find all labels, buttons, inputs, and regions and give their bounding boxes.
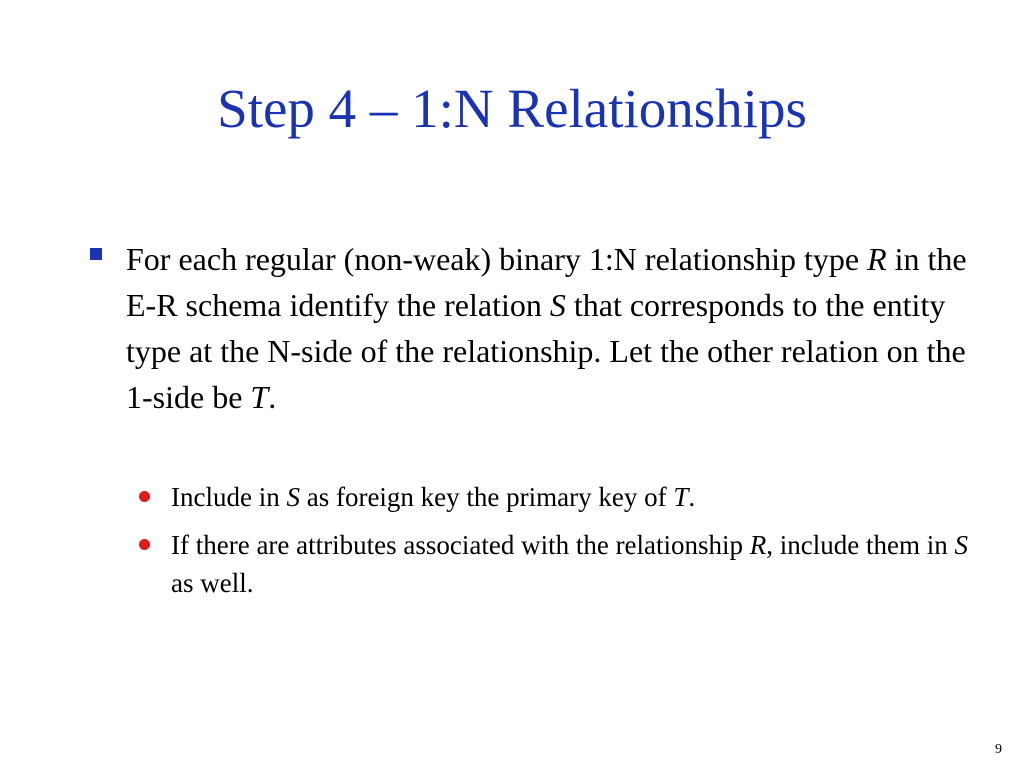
sub-bullet-text [171, 526, 979, 602]
var-s: S [549, 287, 566, 323]
var-s: S [286, 482, 300, 512]
square-bullet-icon [90, 248, 102, 260]
sub-bullet-seg3: as well. [171, 568, 254, 598]
sub-bullet-seg1: Include in [171, 482, 287, 512]
var-r: R [749, 530, 767, 560]
sub-bullet-item [139, 478, 979, 516]
main-bullet-seg2: in the E-R schema identify the relation [126, 241, 967, 323]
sub-bullet-seg2: , include them in [766, 530, 955, 560]
page-number: 9 [995, 742, 1002, 757]
slide-title: Step 4 – 1:N Relationships [217, 78, 807, 139]
main-bullet [90, 236, 970, 420]
sub-bullet-seg1: If there are attributes associated with the relationship [171, 530, 750, 560]
var-t: T [250, 379, 269, 415]
dot-bullet-icon [139, 539, 150, 550]
main-bullet-text [126, 236, 970, 420]
var-t: T [673, 482, 689, 512]
sub-bullet-seg3: . [688, 482, 696, 512]
sub-bullet-text [171, 478, 979, 516]
var-r: R [867, 241, 887, 277]
sub-bullet-item [139, 526, 979, 602]
main-bullet-seg1: For each regular (non-weak) binary 1:N relationship type [126, 241, 868, 277]
main-bullet-seg4: . [268, 379, 277, 415]
sub-bullet-list [139, 478, 979, 612]
var-s: S [954, 530, 969, 560]
main-bullet-seg3: that corresponds to the entity type at the N-side of the relationship. Let the other relation on the 1-side be [126, 287, 966, 415]
sub-bullet-seg2: as foreign key the primary key of [299, 482, 674, 512]
dot-bullet-icon [139, 491, 150, 502]
